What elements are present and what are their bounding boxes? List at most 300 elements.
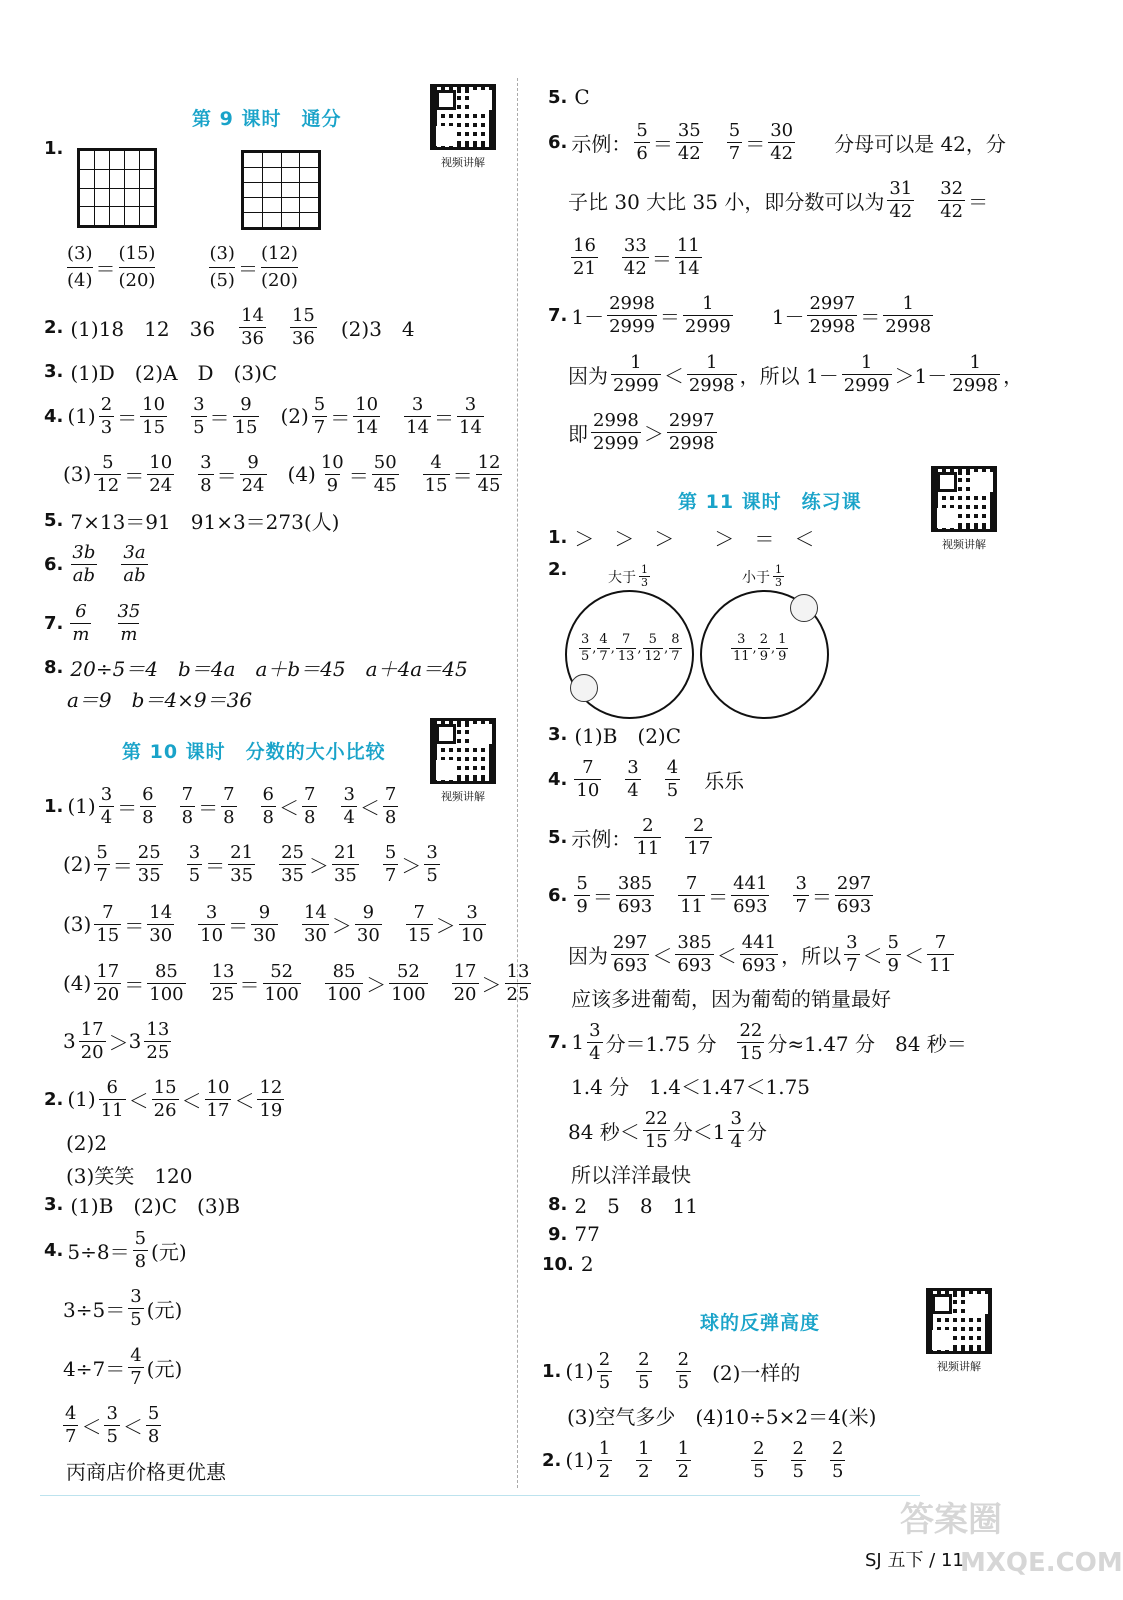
left-column (0, 0, 530, 1600)
frac-num: 7 (223, 783, 235, 805)
answer-text: 所以洋洋最快 (571, 1162, 691, 1187)
frac-num: 2 (831, 1437, 844, 1459)
question-number: 7. (548, 304, 568, 326)
frac-den: 9 (778, 649, 787, 664)
answer-text: 因为 (568, 943, 608, 968)
question-number: 7. (548, 1031, 568, 1053)
frac-num: 5 (96, 841, 108, 863)
frac-num: 17 (80, 1018, 104, 1040)
frac-den: 2999 (843, 374, 890, 396)
frac-den: 2998 (688, 374, 735, 396)
frac-den: 35 (230, 864, 254, 886)
frac-den: m (72, 623, 90, 645)
frac-den: 7 (795, 895, 807, 917)
frac-den: 7 (130, 1367, 142, 1389)
frac-den: 45 (373, 474, 397, 496)
frac-num: 30 (770, 119, 794, 141)
frac-num: 4 (599, 632, 608, 647)
part-label: (3) (63, 912, 92, 936)
frac-num: 2 (792, 1437, 804, 1459)
q8-line-2 (64, 668, 255, 728)
frac-den: 693 (836, 895, 872, 917)
frac-num: 14 (241, 304, 264, 326)
part-label: (1) (67, 794, 96, 818)
frac-den: 20 (96, 983, 120, 1005)
footer-rule (40, 1495, 920, 1496)
frac-num: 15 (153, 1076, 177, 1098)
frac-den: 14 (459, 416, 482, 438)
l10-q2-row-1: 2. (1) $\frac{6}{11}$ ＜ $\frac{15}{26}$ ＜ $\frac{10}{17}$ ＜ $\frac{12}{19}$ (44, 1076, 283, 1121)
frac-num: 3 (730, 1107, 742, 1129)
frac-num: 4 (130, 1344, 142, 1366)
frac-num: 297 (836, 872, 872, 894)
frac-den: 9 (887, 954, 899, 976)
question-number: 6. (44, 553, 64, 575)
frac-num: 12 (259, 1076, 283, 1098)
frac-num: 5 (728, 119, 741, 141)
frac-den: 42 (623, 257, 647, 279)
r-q6-line-2: 子比 30 大比 35 小，即分数可以为 $\frac{31}{42}$ $\frac{32}{42}$ ＝ (568, 177, 989, 222)
frac-num: 1 (860, 351, 873, 373)
frac-num: 25 (137, 841, 161, 863)
frac-num: (3) (209, 242, 235, 264)
frac-den: 3 (100, 416, 113, 438)
frac-num: 3 (464, 393, 477, 415)
frac-den: 2998 (885, 315, 932, 337)
frac-den: 11 (733, 649, 750, 664)
answer-text: 分≈1.47 分 84 秒＝ (767, 1031, 967, 1056)
frac-den: 12 (96, 474, 120, 496)
frac-num: 3 (343, 783, 355, 805)
qr-code-lesson-9[interactable] (427, 84, 499, 170)
frac-num: 5 (648, 632, 657, 647)
frac-num: 385 (617, 872, 653, 894)
frac-num: 3 (737, 632, 746, 647)
question-number: 2. (44, 1088, 64, 1110)
frac-num: 5 (887, 931, 899, 953)
frac-num: (15) (118, 242, 156, 264)
answer-text: ＞ ＞ ＞ ＞ ＝ ＜ (574, 526, 815, 551)
frac-num: 16 (573, 234, 596, 256)
frac-den: 25 (146, 1041, 170, 1063)
frac-den: 42 (940, 200, 964, 222)
frac-den: 5 (677, 1371, 690, 1393)
frac-num: 2 (100, 393, 113, 415)
qr-code-lesson-10[interactable] (427, 718, 499, 804)
part-label: (1) (565, 1359, 594, 1383)
less-fractions: $\frac{3}{11}$ , $\frac{2}{9}$ , $\frac{1}{9}$ (733, 632, 787, 664)
r-q7-line-1: 7. 1－ $\frac{2998}{2999}$ ＝ $\frac{1}{2999}$ 1－ $\frac{2997}{2998}$ ＝ $\frac{1}{2998}$ (548, 292, 932, 337)
l10-q1-row-5: 3 $\frac{17}{20}$ ＞ 3 $\frac{13}{25}$ (63, 1018, 170, 1063)
qr-icon (926, 1288, 992, 1354)
frac-den: 9 (326, 474, 339, 496)
frac-den: 100 (326, 983, 362, 1005)
frac-num: (3) (67, 242, 93, 264)
frac-num: 9 (247, 451, 259, 473)
frac-den: 36 (291, 327, 315, 349)
frac-den: 2999 (684, 315, 731, 337)
lead-text: 示例： (571, 826, 632, 851)
whole-part: 3 (63, 1029, 76, 1053)
frac-den: 693 (677, 954, 712, 976)
greater-fractions: $\frac{3}{5}$ , $\frac{4}{7}$ , $\frac{7}{13}$ , $\frac{5}{12}$ , $\frac{8}{7}$ (581, 632, 680, 664)
frac-den: 42 (770, 142, 794, 164)
frac-den: 24 (241, 474, 265, 496)
frac-num: 3 (200, 451, 212, 473)
frac-den: 11 (680, 895, 704, 917)
question-number: 3. (44, 360, 64, 382)
answer-text: 2 (580, 1252, 594, 1276)
answer-text: a＝9 b＝4×9＝36 (67, 687, 253, 712)
answer-text: ， (1003, 363, 1024, 388)
frac-den: 2999 (609, 315, 655, 337)
frac-den: 35 (281, 864, 304, 886)
answer-text: (2)2 (66, 1131, 108, 1155)
frac-num: 2 (598, 1348, 611, 1370)
frac-den: 14 (676, 257, 700, 279)
column-divider (517, 78, 518, 1488)
frac-num: 2 (753, 1437, 765, 1459)
frac-den: 5 (426, 864, 438, 886)
frac-den: 4 (100, 806, 113, 828)
frac-num: 5 (384, 841, 397, 863)
frac-num: 4 (430, 451, 442, 473)
frac-den: 35 (137, 864, 161, 886)
frac-den: 20 (80, 1041, 104, 1063)
frac-num: 2 (693, 814, 705, 836)
frac-den: 30 (303, 924, 327, 946)
bounce-q2-line (542, 1429, 848, 1491)
frac-num: 3 (411, 393, 424, 415)
frac-den: 2998 (668, 432, 715, 454)
l11-q2-number (548, 538, 571, 600)
frac-den: 693 (613, 954, 648, 976)
frac-num: 17 (453, 960, 477, 982)
frac-den: 693 (617, 895, 653, 917)
frac-num: 5 (102, 451, 114, 473)
answer-text: 2 5 8 11 (574, 1193, 698, 1218)
frac-num: 10 (142, 393, 166, 415)
frac-num: 3 (466, 901, 478, 923)
circle-label-less (742, 564, 787, 589)
fraction-grid-a (77, 148, 157, 228)
frac-num: 22 (644, 1107, 668, 1129)
qr-code-bounce[interactable] (923, 1288, 995, 1374)
frac-den: 5 (106, 1425, 118, 1447)
r-q6-line-3: $\frac{16}{21}$ $\frac{33}{42}$ ＝ $\frac{11}{14}$ (573, 234, 700, 279)
frac-num: 1 (902, 292, 914, 314)
frac-num: 7 (685, 872, 698, 894)
expression: 1－ (571, 304, 605, 329)
unit: (元) (146, 1356, 183, 1381)
expression: 5÷8＝ (67, 1239, 130, 1264)
frac-den: 10 (200, 924, 224, 946)
frac-den: 24 (149, 474, 173, 496)
frac-den: 8 (181, 806, 194, 828)
frac-num: 15 (291, 304, 315, 326)
frac-num: 8 (671, 632, 680, 647)
label-text: 小于 (742, 569, 770, 586)
frac-den: 2 (677, 1460, 690, 1482)
frac-den: 8 (384, 806, 397, 828)
question-number: 4. (44, 405, 64, 427)
question-number: 1. (44, 137, 64, 159)
frac-num: 3 (100, 783, 113, 805)
heading-lesson-10: 第 10 课时 分数的大小比较 (122, 741, 386, 763)
q4-row-1: 4. (1) $\frac{2}{3}$ ＝ $\frac{10}{15}$ $\frac{3}{5}$ ＝ $\frac{9}{15}$ (2) $\frac{5}{7}$ ＝ $\frac{10}{14}$ $\frac{3}{14}$ ＝ $\frac{3}{14}$ (44, 393, 482, 438)
watermark-url: MXQE.COM (960, 1548, 1123, 1578)
frac-den: 7 (65, 1425, 77, 1447)
frac-den: 15 (739, 1042, 763, 1064)
l11-q1-line (548, 506, 817, 568)
frac-num: 52 (270, 960, 294, 982)
frac-num: 14 (303, 901, 327, 923)
frac-num: 10 (320, 451, 344, 473)
frac-num: 10 (149, 451, 173, 473)
frac-num: 7 (303, 783, 316, 805)
qr-icon (430, 84, 496, 150)
answer-text: (1)18 12 36 (70, 316, 216, 341)
l10-q4-line-2 (63, 1277, 182, 1339)
frac-num: 3 (426, 841, 438, 863)
label-text: 大于 (608, 569, 636, 586)
part-label: (1) (565, 1448, 594, 1472)
frac-den: 5 (581, 649, 590, 664)
frac-num: 21 (230, 841, 254, 863)
frac-num: 13 (146, 1018, 170, 1040)
frac-den: 4 (589, 1042, 601, 1064)
question-number: 5. (44, 509, 64, 531)
frac-den: 26 (153, 1099, 177, 1121)
question-number: 8. (548, 1193, 568, 1215)
frac-num: 2 (759, 632, 768, 647)
question-number: 2. (44, 316, 64, 338)
frac-den: 9 (576, 895, 588, 917)
frac-den: 15 (407, 924, 431, 946)
frac-num: 21 (333, 841, 357, 863)
question-number: 3. (548, 723, 568, 745)
frac-num: 1 (778, 632, 787, 647)
frac-num: 385 (677, 931, 712, 953)
frac-num: 13 (211, 960, 235, 982)
frac-num: 2997 (809, 292, 856, 314)
answer-text: 丙商店价格更优惠 (66, 1459, 226, 1484)
frac-den: 5 (753, 1460, 765, 1482)
frac-den: 5 (188, 864, 201, 886)
frac-den: 42 (889, 200, 913, 222)
l10-q4-line-1 (44, 1219, 187, 1281)
frac-den: 5 (193, 416, 205, 438)
q4-row-2: (3) $\frac{5}{12}$ ＝ $\frac{10}{24}$ $\frac{3}{8}$ ＝ $\frac{9}{24}$ (4) $\frac{10}{9}$ ＝ $\frac{50}{45}$ $\frac{4}{15}$ ＝ $\frac{12}{45}$ (63, 451, 501, 496)
r-q7-line-3: 即 $\frac{2998}{2999}$ ＞ $\frac{2997}{2998}$ (568, 409, 715, 454)
l11-q6-line-2: 因为 $\frac{297}{693}$ ＜ $\frac{385}{693}$ ＜ $\frac{441}{693}$ ，所以 $\frac{3}{7}$ ＜ $\frac{5}{9}$ ＜ $\frac{7}{11}$ (568, 931, 952, 976)
frac-den: 5 (598, 1371, 611, 1393)
expression: 3÷5＝ (63, 1297, 126, 1322)
frac-num: 13 (506, 960, 530, 982)
part-label: (2) (280, 404, 309, 428)
whole-part: 3 (128, 1029, 142, 1053)
part-label: (4) (287, 462, 316, 486)
answer-text: 乐乐 (704, 768, 745, 793)
l10-q1-row-3: (3) $\frac{7}{15}$ ＝ $\frac{14}{30}$ $\frac{3}{10}$ ＝ $\frac{9}{30}$ $\frac{14}{30}$ ＞ $\frac{9}{30}$ $\frac{7}{15}$ ＞ $\frac{3}{10}$ (63, 901, 484, 946)
frac-den: 8 (147, 1425, 160, 1447)
frac-den: 9 (759, 649, 768, 664)
frac-den: 19 (259, 1099, 283, 1121)
frac-den: 14 (406, 416, 430, 438)
answer-text: (2)3 4 (340, 316, 415, 341)
part-label: (3) (63, 462, 92, 486)
frac-den: 8 (223, 806, 235, 828)
frac-den: 2998 (952, 374, 999, 396)
heading-lesson-11: 第 11 课时 练习课 (678, 491, 862, 513)
frac-den: 5 (831, 1460, 844, 1482)
frac-den: 10 (576, 779, 600, 801)
frac-num: 1 (677, 1437, 690, 1459)
frac-num: 3 (106, 1402, 118, 1424)
frac-den: 5 (130, 1308, 142, 1330)
frac-den: 5 (666, 779, 679, 801)
frac-den: 2999 (593, 432, 639, 454)
frac-num: 33 (623, 234, 647, 256)
frac-num: 2998 (609, 292, 655, 314)
frac-num: 7 (102, 901, 114, 923)
frac-num: 5 (576, 872, 588, 894)
question-number: 6. (548, 884, 568, 906)
qr-code-lesson-11[interactable] (928, 466, 1000, 552)
frac-den: 30 (356, 924, 380, 946)
unit: (元) (151, 1239, 187, 1264)
answer-text: (2)一样的 (712, 1360, 801, 1385)
q1-fractions: $\frac{(3)}{(4)}$ ＝ $\frac{(15)}{(20)}$ $\frac{(3)}{(5)}$ ＝ $\frac{(12)}{(20)}$ (64, 236, 301, 298)
expression: 1－ (771, 304, 805, 329)
frac-num: 4 (65, 1402, 77, 1424)
frac-num: 5 (134, 1227, 147, 1249)
elephant-icon (790, 594, 818, 622)
question-number: 9. (548, 1223, 568, 1245)
frac-den: 20 (453, 983, 477, 1005)
frac-num: 1 (598, 1437, 611, 1459)
qr-icon (931, 466, 997, 532)
frac-den: 15 (96, 924, 120, 946)
frac-num: 3 (795, 872, 807, 894)
frac-den: (20) (119, 267, 156, 294)
question-number: 1. (542, 1360, 562, 1382)
frac-den: 2998 (809, 315, 856, 337)
frac-den: (20) (261, 267, 298, 294)
r-q6-line-1: 6. 示例： $\frac{5}{6}$ ＝ $\frac{35}{42}$ $\frac{5}{7}$ ＝ $\frac{30}{42}$ 分母可以是 42，分 (548, 119, 1006, 164)
frac-num: 3 (205, 901, 218, 923)
fraction-grid-b (241, 150, 321, 230)
frac-den: 6 (636, 142, 648, 164)
qr-label: 视频讲解 (942, 538, 986, 551)
frac-den: 100 (149, 983, 184, 1005)
frac-den: 2 (638, 1460, 650, 1482)
frac-num: 6 (75, 600, 87, 622)
circle-label-greater (608, 564, 653, 589)
frac-num: 3 (846, 931, 858, 953)
answer-text: ，所以 (781, 943, 842, 968)
heading-ball-bounce: 球的反弹高度 (700, 1312, 821, 1334)
answer-text: (1)D (2)A D (3)C (70, 360, 278, 385)
part-label: (1) (67, 1087, 96, 1111)
frac-num: 7 (413, 901, 425, 923)
l11-q6-line-1: 6. $\frac{5}{9}$ ＝ $\frac{385}{693}$ $\frac{7}{11}$ ＝ $\frac{441}{693}$ $\frac{3}{7}$ ＝ $\frac{297}{693}$ (548, 872, 872, 917)
answer-text: 即 (568, 421, 588, 446)
frac-num: 3b (72, 541, 96, 563)
frac-den: 4 (730, 1130, 742, 1152)
frac-num: 3 (193, 393, 205, 415)
answer-text: 20÷5＝4 b＝4a a＋b＝45 a＋4a＝45 (70, 656, 468, 681)
frac-num: 12 (477, 451, 501, 473)
frac-den: 7 (599, 649, 608, 664)
frac-num: 85 (332, 960, 356, 982)
frac-den: 7 (671, 649, 680, 664)
frac-den: 8 (262, 806, 274, 828)
frac-num: 7 (181, 783, 194, 805)
frac-num: 7 (384, 783, 397, 805)
frac-den: 2 (598, 1460, 611, 1482)
answer-text: (3)笑笑 120 (66, 1163, 193, 1188)
frac-num: 7 (621, 632, 631, 647)
qr-label: 视频讲解 (441, 790, 485, 803)
frac-den: 11 (636, 837, 660, 859)
frac-num: 9 (362, 901, 375, 923)
l10-q4-conclusion (63, 1439, 229, 1501)
frac-den: 5 (792, 1460, 804, 1482)
question-number: 1. (548, 526, 568, 548)
frac-den: 25 (211, 983, 235, 1005)
question-number: 10. (542, 1253, 574, 1275)
frac-den: 25 (506, 983, 530, 1005)
frac-num: 6 (142, 783, 154, 805)
l11-q10-line (542, 1233, 597, 1295)
frac-den: 15 (644, 1130, 668, 1152)
frac-den: 100 (391, 983, 426, 1005)
lead-text: 示例： (571, 131, 632, 156)
frac-num: 5 (636, 119, 648, 141)
question-number: 2. (548, 558, 568, 580)
answer-text: ，所以 1－ (739, 363, 839, 388)
answer-text: 77 (574, 1222, 600, 1246)
frac-num: 3 (130, 1285, 142, 1307)
answer-text: (1)B (2)C (574, 723, 682, 748)
frac-num: 2 (677, 1348, 690, 1370)
frac-num: 297 (613, 931, 648, 953)
answer-text: 84 秒＜ (568, 1119, 640, 1144)
frac-num: 5 (147, 1402, 160, 1424)
frac-num: 9 (258, 901, 271, 923)
frac-den: 17 (206, 1099, 230, 1121)
question-number: 5. (548, 826, 568, 848)
frac-num: 1 (775, 563, 782, 576)
frac-den: 35 (333, 864, 357, 886)
qr-label: 视频讲解 (441, 156, 485, 169)
frac-den: 10 (460, 924, 484, 946)
frac-den: 7 (728, 142, 741, 164)
frac-den: 21 (573, 257, 596, 279)
l11-q5-line (548, 806, 715, 868)
frac-num: 441 (733, 872, 768, 894)
r-q7-line-2: 因为 $\frac{1}{2999}$ ＜ $\frac{1}{2998}$ ，所以 1－ $\frac{1}{2999}$ ＞1－ $\frac{1}{2998}$ ， (568, 351, 1024, 396)
frac-den: 13 (617, 649, 635, 664)
frac-num: 1 (969, 351, 981, 373)
unit: (元) (146, 1297, 183, 1322)
frac-num: 7 (934, 931, 947, 953)
frac-num: 1 (630, 351, 642, 373)
frac-den: ab (123, 564, 146, 586)
qr-label: 视频讲解 (937, 1360, 981, 1373)
answer-text: 分 (746, 1119, 767, 1144)
